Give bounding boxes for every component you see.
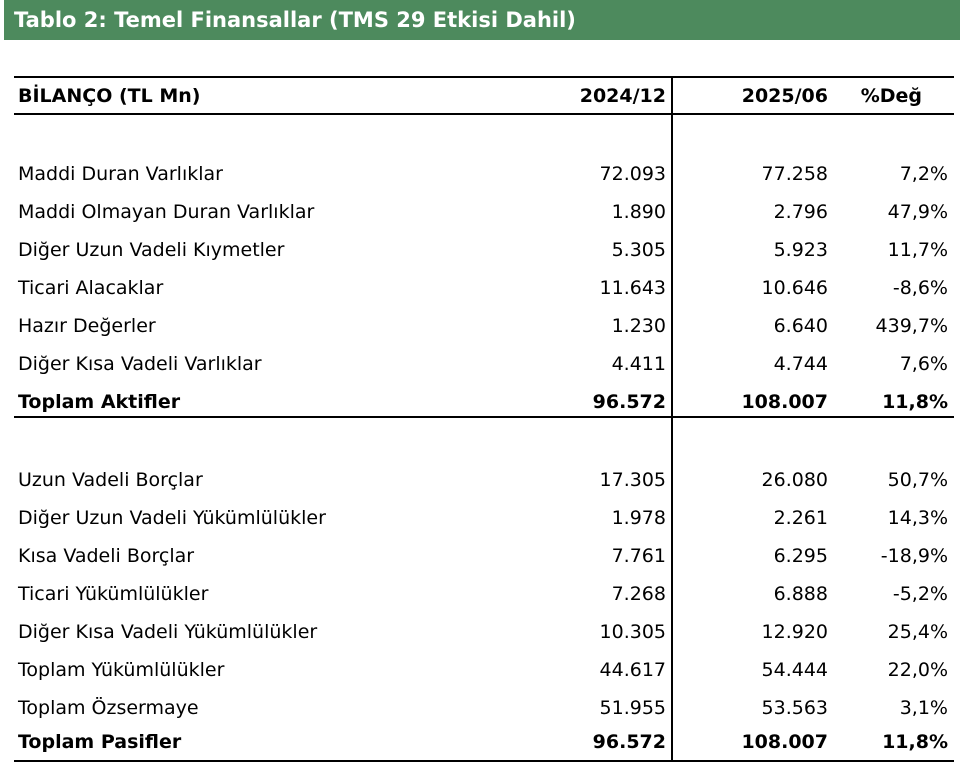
table-row — [14, 651, 954, 689]
row-value-2025-06: 2.796 — [773, 201, 828, 223]
table-header-row — [14, 78, 954, 114]
row-value-2024-12: 1.230 — [611, 315, 666, 337]
row-value-2025-06: 6.888 — [773, 583, 828, 605]
row-label: Toplam Pasifler — [18, 731, 182, 753]
row-value-2025-06: 53.563 — [761, 697, 828, 719]
table-title-bar — [4, 0, 960, 40]
row-value-2024-12: 10.305 — [599, 621, 666, 643]
row-value-change: -8,6% — [892, 277, 948, 299]
table-row — [14, 461, 954, 499]
row-label: Toplam Aktifler — [18, 391, 181, 413]
table-row — [14, 345, 954, 383]
row-value-2025-06: 54.444 — [761, 659, 828, 681]
row-label: Hazır Değerler — [18, 315, 156, 337]
total-assets-row — [14, 383, 954, 421]
row-value-change: -18,9% — [880, 545, 948, 567]
row-value-2024-12: 17.305 — [599, 469, 666, 491]
row-value-2025-06: 6.295 — [773, 545, 828, 567]
row-value-2024-12: 96.572 — [592, 731, 666, 753]
table-row — [14, 689, 954, 727]
row-value-change: 11,8% — [882, 391, 948, 413]
row-value-change: 7,6% — [899, 353, 948, 375]
row-label: Maddi Duran Varlıklar — [18, 163, 223, 185]
row-label: Kısa Vadeli Borçlar — [18, 545, 195, 567]
row-value-2024-12: 11.643 — [599, 277, 666, 299]
row-value-2024-12: 51.955 — [599, 697, 666, 719]
row-label: Uzun Vadeli Borçlar — [18, 469, 203, 491]
row-value-change: 25,4% — [887, 621, 948, 643]
row-value-2024-12: 44.617 — [599, 659, 666, 681]
row-value-2025-06: 10.646 — [761, 277, 828, 299]
row-value-2025-06: 2.261 — [773, 507, 828, 529]
row-value-2025-06: 5.923 — [773, 239, 828, 261]
row-value-change: 7,2% — [899, 163, 948, 185]
row-value-2025-06: 108.007 — [741, 391, 828, 413]
table-row — [14, 613, 954, 651]
row-value-2024-12: 7.268 — [611, 583, 666, 605]
header-label: BİLANÇO (TL Mn) — [18, 85, 201, 107]
row-value-2025-06: 26.080 — [761, 469, 828, 491]
row-value-change: 11,8% — [882, 731, 948, 753]
row-value-2025-06: 77.258 — [761, 163, 828, 185]
header-col-change: %Değ — [860, 85, 922, 107]
row-value-2025-06: 108.007 — [741, 731, 828, 753]
row-value-change: 47,9% — [887, 201, 948, 223]
row-label: Diğer Uzun Vadeli Kıymetler — [18, 239, 285, 261]
row-value-2024-12: 72.093 — [599, 163, 666, 185]
row-value-2025-06: 6.640 — [773, 315, 828, 337]
row-label: Ticari Alacaklar — [18, 277, 164, 299]
balance-sheet-table — [14, 76, 954, 764]
row-value-2024-12: 7.761 — [611, 545, 666, 567]
row-value-2025-06: 12.920 — [761, 621, 828, 643]
table-row — [14, 307, 954, 345]
row-value-2024-12: 1.978 — [611, 507, 666, 529]
row-value-change: 22,0% — [887, 659, 948, 681]
row-value-change: 11,7% — [887, 239, 948, 261]
table-row — [14, 231, 954, 269]
table-row — [14, 193, 954, 231]
total-liabilities-row — [14, 725, 954, 760]
row-label: Toplam Yükümlülükler — [18, 659, 225, 681]
row-value-2024-12: 1.890 — [611, 201, 666, 223]
row-value-change: 3,1% — [899, 697, 948, 719]
table-row — [14, 575, 954, 613]
table-row — [14, 269, 954, 307]
row-label: Diğer Kısa Vadeli Varlıklar — [18, 353, 262, 375]
table-bottom-rule — [14, 760, 954, 762]
row-label: Diğer Kısa Vadeli Yükümlülükler — [18, 621, 318, 643]
row-value-2025-06: 4.744 — [773, 353, 828, 375]
row-value-2024-12: 5.305 — [611, 239, 666, 261]
table-row — [14, 499, 954, 537]
row-value-2024-12: 4.411 — [611, 353, 666, 375]
row-value-change: 50,7% — [887, 469, 948, 491]
header-col-2025-06: 2025/06 — [741, 85, 828, 107]
row-value-change: 14,3% — [887, 507, 948, 529]
table-row — [14, 155, 954, 193]
table-row — [14, 537, 954, 575]
row-label: Toplam Özsermaye — [18, 697, 199, 719]
table-title: Tablo 2: Temel Finansallar (TMS 29 Etkisi Dahil) — [14, 8, 576, 32]
header-col-2024-12: 2024/12 — [579, 85, 666, 107]
row-value-2024-12: 96.572 — [592, 391, 666, 413]
row-value-change: 439,7% — [875, 315, 948, 337]
row-label: Ticari Yükümlülükler — [18, 583, 209, 605]
row-value-change: -5,2% — [892, 583, 948, 605]
row-label: Diğer Uzun Vadeli Yükümlülükler — [18, 507, 326, 529]
row-label: Maddi Olmayan Duran Varlıklar — [18, 201, 315, 223]
